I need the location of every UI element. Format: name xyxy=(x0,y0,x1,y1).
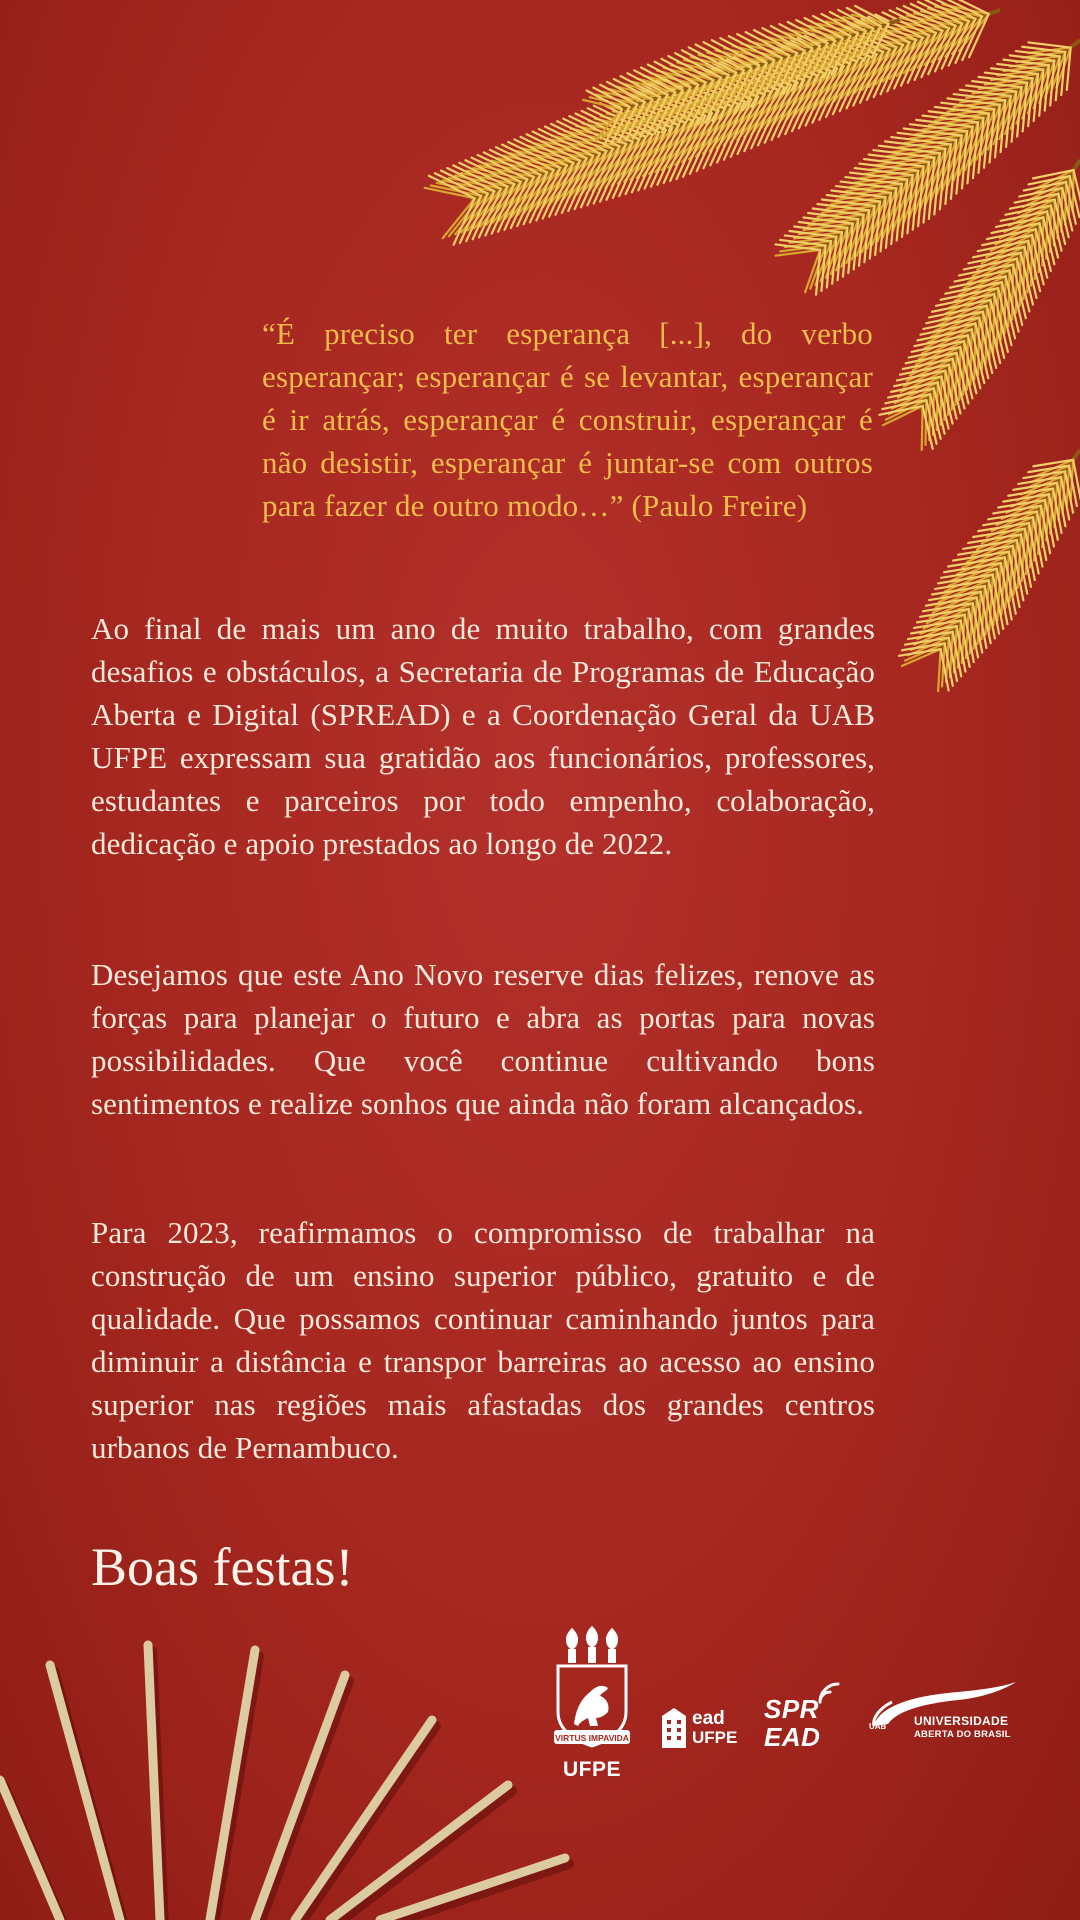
ufpe-logo xyxy=(550,1626,634,1786)
ufpe-logo-label: UFPE xyxy=(562,1758,621,1781)
ead-ufpe-logo xyxy=(660,1706,740,1754)
spread-line-1: SPR xyxy=(764,1694,819,1724)
ead-ufpe-label: UFPE xyxy=(692,1728,738,1747)
paragraph-new-year-wishes: Desejamos que este Ano Novo reserve dias felizes, renove as forças para planejar o futuro e abra as portas para novas possibilidades. Que você continue cultivando bons sentimentos e realize sonhos que ainda não foram alcançados. xyxy=(91,957,875,1121)
paragraph-gratitude: Ao final de mais um ano de muito trabalho, com grandes desafios e obstáculos, a Secretaria de Programas de Educação Aberta e Digital (SPREAD) e a Coordenação Geral da UAB UFPE expressam sua gratidão aos funcionários, professores, estudantes e parceiros por todo empenho, colaboração, dedicação e apoio prestados ao longo de 2022. xyxy=(91,611,875,861)
uab-line-1: UNIVERSIDADE xyxy=(914,1714,1009,1728)
uab-logo xyxy=(868,1678,1018,1758)
spread-line-2: EAD xyxy=(764,1722,821,1752)
ead-label: ead xyxy=(692,1708,725,1729)
uab-line-2: ABERTA DO BRASIL xyxy=(914,1729,1011,1740)
building-icon xyxy=(660,1706,688,1750)
ufpe-crest-icon xyxy=(550,1626,634,1758)
paragraph-commitment-2023: Para 2023, reafirmamos o compromisso de trabalhar na construção de um ensino superior público, gratuito e de qualidade. Que possamos continuar caminhando juntos para diminuir a distância e transpor barreiras ao acesso ao ensino superior nas regiões mais afastadas dos grandes centros urbanos de Pernambuco. xyxy=(91,1215,875,1465)
paulo-freire-quote: “É preciso ter esperança [...], do verbo esperançar; esperançar é se levantar, esperançar é ir atrás, esperançar é construir, esperançar é não desistir, esperançar é juntar-se com outros para fazer de outro modo…” (Paulo Freire) xyxy=(262,316,873,523)
uab-prefix: UAB xyxy=(869,1722,887,1731)
ufpe-motto: VIRTUS IMPAVIDA xyxy=(555,1733,629,1743)
closing-greeting: Boas festas! xyxy=(91,1537,354,1597)
logo-strip xyxy=(550,1620,1020,1790)
spread-logo xyxy=(764,1684,846,1762)
